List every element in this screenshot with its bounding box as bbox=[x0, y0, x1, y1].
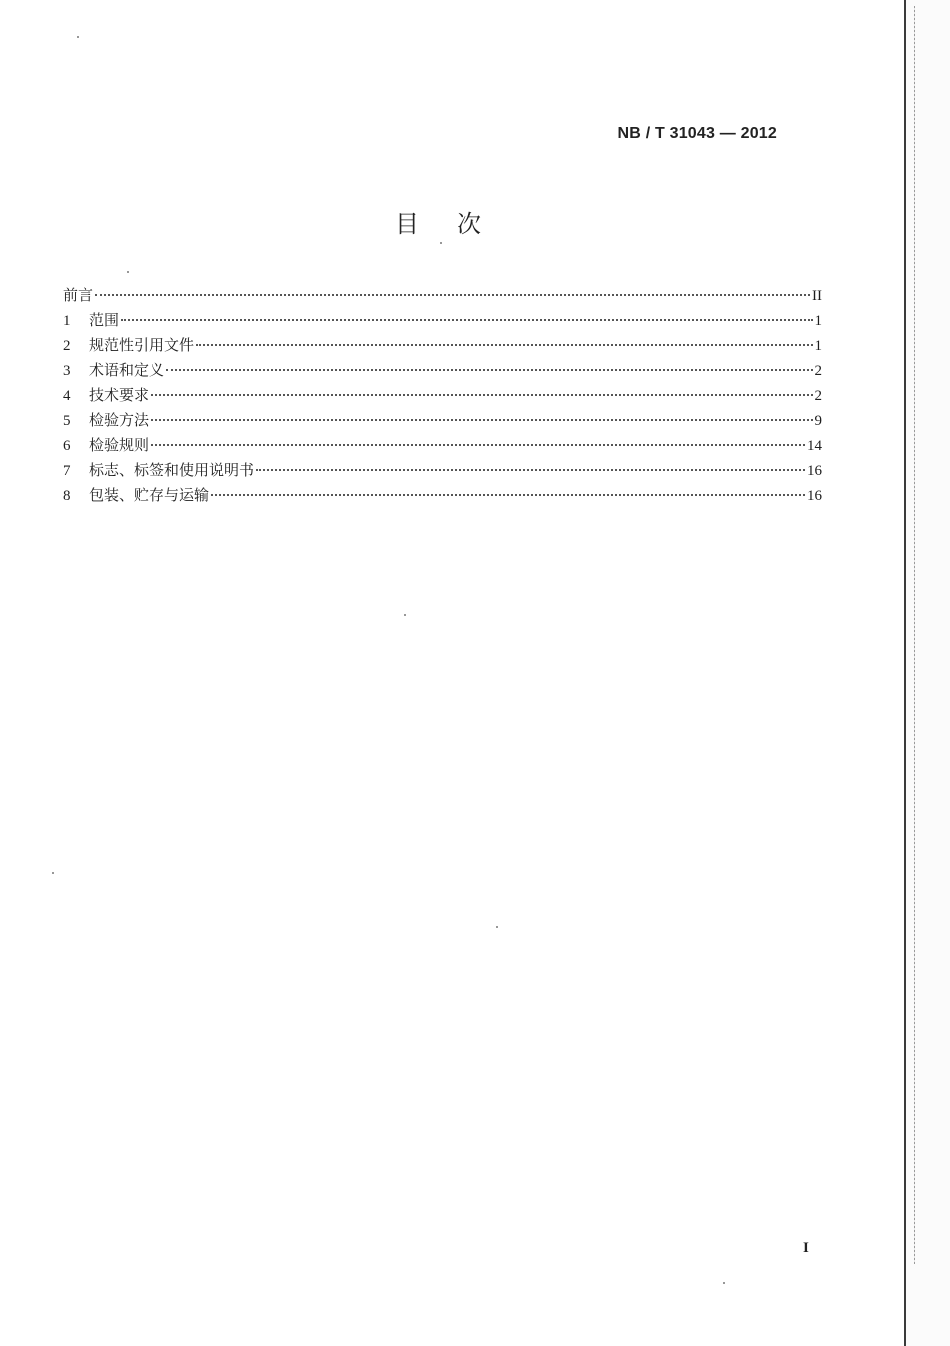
toc-entry[interactable] bbox=[63, 384, 822, 409]
toc-entry-page: 2 bbox=[814, 388, 822, 404]
toc-entry-label: 标志、标签和使用说明书 bbox=[89, 461, 255, 479]
toc-entry[interactable] bbox=[63, 484, 822, 509]
toc-entry[interactable] bbox=[63, 284, 822, 309]
toc-entry[interactable] bbox=[63, 434, 822, 459]
table-of-contents bbox=[63, 284, 822, 509]
scan-speck bbox=[404, 614, 406, 616]
scan-speck bbox=[723, 1282, 725, 1284]
scan-speck bbox=[440, 242, 442, 244]
toc-entry-number: 3 bbox=[63, 363, 71, 379]
standard-number: NB / T 31043 — 2012 bbox=[617, 125, 777, 142]
toc-leader-dots bbox=[166, 369, 812, 371]
scan-margin-line bbox=[914, 6, 915, 1264]
toc-entry[interactable] bbox=[63, 334, 822, 359]
toc-entry-page: 14 bbox=[807, 438, 822, 454]
toc-entry-page: 16 bbox=[807, 463, 822, 479]
scan-speck bbox=[77, 36, 79, 38]
toc-leader-dots bbox=[151, 419, 812, 421]
toc-entry-number: 8 bbox=[63, 488, 71, 504]
toc-entry-number: 5 bbox=[63, 413, 71, 429]
toc-entry-label: 包装、贮存与运输 bbox=[89, 486, 210, 504]
toc-leader-dots bbox=[151, 444, 805, 446]
toc-title: 目次 bbox=[395, 210, 519, 238]
toc-entry-label: 术语和定义 bbox=[89, 361, 165, 379]
toc-entry-label: 检验方法 bbox=[89, 411, 150, 429]
scan-speck bbox=[496, 926, 498, 928]
scan-speck bbox=[52, 872, 54, 874]
toc-entry-page: 9 bbox=[814, 413, 822, 429]
toc-entry-number: 7 bbox=[63, 463, 71, 479]
toc-entry-number: 4 bbox=[63, 388, 71, 404]
toc-leader-dots bbox=[256, 469, 805, 471]
toc-leader-dots bbox=[196, 344, 812, 346]
toc-leader-dots bbox=[95, 294, 810, 296]
toc-entry-label: 规范性引用文件 bbox=[89, 336, 195, 354]
toc-entry-label: 检验规则 bbox=[89, 436, 150, 454]
toc-leader-dots bbox=[211, 494, 805, 496]
scan-speck bbox=[127, 271, 129, 273]
toc-entry-page: 1 bbox=[814, 338, 822, 354]
toc-entry-page: 16 bbox=[807, 488, 822, 504]
page-number: I bbox=[803, 1240, 809, 1256]
toc-entry-label: 前言 bbox=[63, 286, 94, 304]
toc-entry-label: 技术要求 bbox=[89, 386, 150, 404]
toc-leader-dots bbox=[121, 319, 812, 321]
toc-entry-number: 2 bbox=[63, 338, 71, 354]
toc-entry[interactable] bbox=[63, 459, 822, 484]
toc-entry-number: 6 bbox=[63, 438, 71, 454]
toc-entry-label: 范围 bbox=[89, 311, 120, 329]
toc-entry-number: 1 bbox=[63, 313, 71, 329]
toc-leader-dots bbox=[151, 394, 812, 396]
toc-entry[interactable] bbox=[63, 359, 822, 384]
scan-margin bbox=[906, 0, 950, 1346]
toc-entry-page: II bbox=[812, 288, 822, 304]
toc-entry[interactable] bbox=[63, 409, 822, 434]
toc-entry-page: 1 bbox=[814, 313, 822, 329]
toc-entry-page: 2 bbox=[814, 363, 822, 379]
toc-entry[interactable] bbox=[63, 309, 822, 334]
